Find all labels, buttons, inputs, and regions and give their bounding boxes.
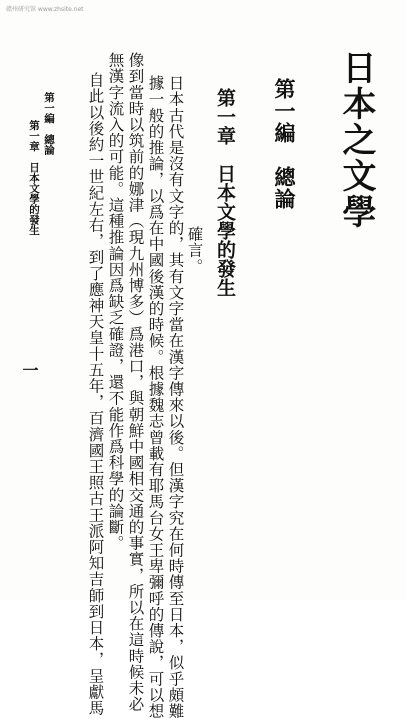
page-number: 一 [20, 362, 39, 378]
body-line: 據一般的推論，以爲在中國後漢的時候。根據魏志曾載有耶馬台女王卑彌呼的傳說，可以想 [146, 75, 165, 719]
body-line: 自此以後約一世紀左右，到了應神天皇十五年，百濟國王照古王派阿知吉師到日本，呈獻馬 [86, 72, 105, 716]
running-header-part: 第一編 總論 [43, 92, 55, 155]
running-header-chapter: 第一章 日本文學的發生 [28, 120, 40, 236]
body-line: 確言。 [185, 226, 204, 275]
chapter-title: 第一章 日本文學的發生 [214, 88, 236, 297]
part-title: 第一編 總論 [272, 78, 297, 210]
body-line: 像到當時以筑前的娜津（現九州博多）爲港口，與朝鮮中國相交通的事實，所以在這時候未必 [126, 52, 145, 713]
body-line: 無漢字流入的可能。這種推論因爲缺乏確證，還不能作爲科學的論斷。 [106, 52, 125, 552]
scan-watermark: 赣州研究馆 www.zhsite.net [6, 6, 84, 13]
body-line: 日本古代是沒有文字的，其有文字當在漢字傳來以後。但漢字究在何時傳至日本，似乎頗難 [166, 75, 185, 719]
book-title: 日本之文學 [336, 50, 376, 230]
